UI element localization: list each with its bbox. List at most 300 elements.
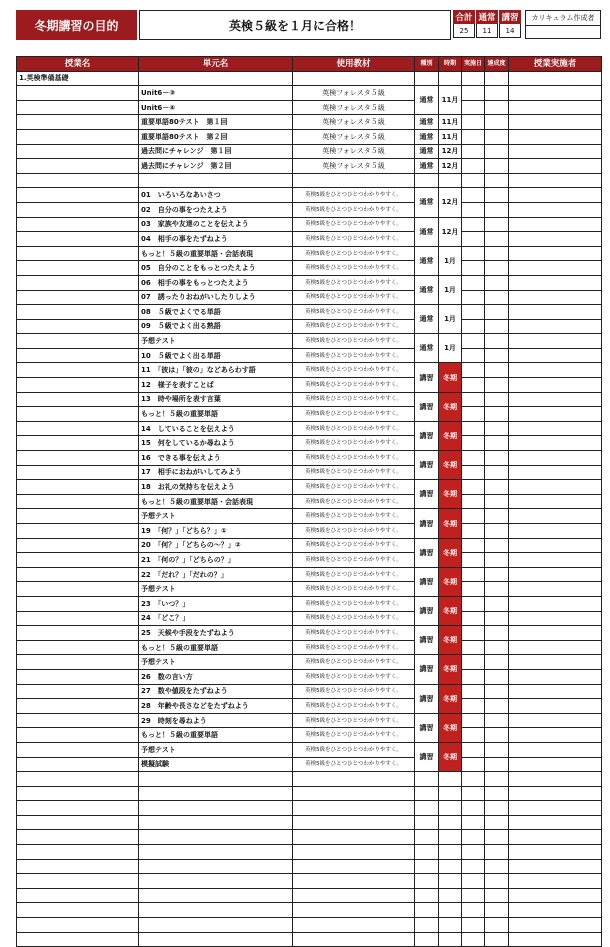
date-cell[interactable] [462, 494, 485, 509]
teacher-cell[interactable] [509, 509, 602, 524]
material-cell[interactable]: 英検5級をひとつひとつわかりやすく。 [293, 261, 415, 276]
unit-cell[interactable]: 予想テスト [139, 582, 293, 597]
material-cell[interactable]: 英検5級をひとつひとつわかりやすく。 [293, 494, 415, 509]
unit-cell[interactable] [139, 173, 293, 188]
course-cell[interactable] [17, 582, 139, 597]
teacher-cell[interactable] [509, 815, 602, 830]
done-cell[interactable] [485, 159, 509, 174]
teacher-cell[interactable] [509, 918, 602, 933]
kind-cell[interactable] [415, 772, 439, 787]
unit-cell[interactable]: Unit6－③ [139, 86, 293, 101]
teacher-cell[interactable] [509, 465, 602, 480]
unit-cell[interactable]: 06 相手の事をもっとつたえよう [139, 275, 293, 290]
date-cell[interactable] [462, 480, 485, 495]
material-cell[interactable] [293, 801, 415, 816]
course-cell[interactable] [17, 684, 139, 699]
kind-cell[interactable] [415, 786, 439, 801]
kind-cell[interactable]: 講習 [415, 363, 439, 392]
teacher-cell[interactable] [509, 801, 602, 816]
unit-cell[interactable]: 模擬試験 [139, 757, 293, 772]
unit-cell[interactable]: 重要単語80テスト 第１回 [139, 115, 293, 130]
time-cell[interactable]: 冬期 [439, 626, 462, 655]
teacher-cell[interactable] [509, 524, 602, 539]
course-cell[interactable] [17, 596, 139, 611]
done-cell[interactable] [485, 319, 509, 334]
unit-cell[interactable]: 27 数や値段をたずねよう [139, 684, 293, 699]
done-cell[interactable] [485, 188, 509, 203]
course-cell[interactable] [17, 232, 139, 247]
course-cell[interactable] [17, 319, 139, 334]
unit-cell[interactable]: 01 いろいろなあいさつ [139, 188, 293, 203]
teacher-cell[interactable] [509, 553, 602, 568]
time-cell[interactable]: 12月 [439, 159, 462, 174]
done-cell[interactable] [485, 217, 509, 232]
course-cell[interactable] [17, 363, 139, 378]
done-cell[interactable] [485, 290, 509, 305]
course-cell[interactable] [17, 699, 139, 714]
done-cell[interactable] [485, 407, 509, 422]
course-cell[interactable] [17, 305, 139, 320]
teacher-cell[interactable] [509, 188, 602, 203]
count-seasonal-value[interactable]: 14 [499, 24, 521, 38]
time-cell[interactable]: 冬期 [439, 684, 462, 713]
material-cell[interactable]: 英検5級をひとつひとつわかりやすく。 [293, 465, 415, 480]
date-cell[interactable] [462, 553, 485, 568]
unit-cell[interactable]: 03 家族や友達のことを伝えよう [139, 217, 293, 232]
date-cell[interactable] [462, 757, 485, 772]
done-cell[interactable] [485, 363, 509, 378]
course-cell[interactable] [17, 261, 139, 276]
time-cell[interactable] [439, 874, 462, 889]
kind-cell[interactable]: 講習 [415, 421, 439, 450]
course-cell[interactable] [17, 436, 139, 451]
date-cell[interactable] [462, 932, 485, 947]
kind-cell[interactable]: 通常 [415, 159, 439, 174]
done-cell[interactable] [485, 538, 509, 553]
unit-cell[interactable]: 25 天候や手段をたずねよう [139, 626, 293, 641]
time-cell[interactable] [439, 859, 462, 874]
course-cell[interactable] [17, 932, 139, 947]
teacher-cell[interactable] [509, 786, 602, 801]
unit-cell[interactable]: 16 できる事を伝えよう [139, 451, 293, 466]
material-cell[interactable]: 英検5級をひとつひとつわかりやすく。 [293, 713, 415, 728]
material-cell[interactable]: 英検5級をひとつひとつわかりやすく。 [293, 582, 415, 597]
teacher-cell[interactable] [509, 830, 602, 845]
date-cell[interactable] [462, 596, 485, 611]
done-cell[interactable] [485, 553, 509, 568]
course-cell[interactable] [17, 202, 139, 217]
date-cell[interactable] [462, 845, 485, 860]
date-cell[interactable] [462, 669, 485, 684]
course-cell[interactable] [17, 275, 139, 290]
material-cell[interactable]: 英検5級をひとつひとつわかりやすく。 [293, 305, 415, 320]
unit-cell[interactable]: 18 お礼の気持ちを伝えよう [139, 480, 293, 495]
time-cell[interactable] [439, 888, 462, 903]
date-cell[interactable] [462, 742, 485, 757]
kind-cell[interactable]: 通常 [415, 144, 439, 159]
time-cell[interactable]: 11月 [439, 115, 462, 130]
material-cell[interactable]: 英検5級をひとつひとつわかりやすく。 [293, 538, 415, 553]
date-cell[interactable] [462, 451, 485, 466]
course-cell[interactable] [17, 421, 139, 436]
date-cell[interactable] [462, 815, 485, 830]
material-cell[interactable] [293, 874, 415, 889]
time-cell[interactable]: 11月 [439, 86, 462, 115]
done-cell[interactable] [485, 378, 509, 393]
date-cell[interactable] [462, 786, 485, 801]
kind-cell[interactable] [415, 815, 439, 830]
date-cell[interactable] [462, 611, 485, 626]
course-cell[interactable] [17, 538, 139, 553]
material-cell[interactable]: 英検5級をひとつひとつわかりやすく。 [293, 451, 415, 466]
date-cell[interactable] [462, 159, 485, 174]
teacher-cell[interactable] [509, 261, 602, 276]
material-cell[interactable]: 英検5級をひとつひとつわかりやすく。 [293, 378, 415, 393]
done-cell[interactable] [485, 480, 509, 495]
course-cell[interactable] [17, 903, 139, 918]
unit-cell[interactable]: 04 相手の事をたずねよう [139, 232, 293, 247]
teacher-cell[interactable] [509, 305, 602, 320]
unit-cell[interactable] [139, 932, 293, 947]
date-cell[interactable] [462, 232, 485, 247]
date-cell[interactable] [462, 626, 485, 641]
course-cell[interactable] [17, 669, 139, 684]
unit-cell[interactable]: もっと！５級の重要単語 [139, 640, 293, 655]
course-cell[interactable] [17, 407, 139, 422]
teacher-cell[interactable] [509, 392, 602, 407]
course-cell[interactable] [17, 465, 139, 480]
teacher-cell[interactable] [509, 669, 602, 684]
done-cell[interactable] [485, 71, 509, 86]
material-cell[interactable] [293, 830, 415, 845]
teacher-cell[interactable] [509, 348, 602, 363]
done-cell[interactable] [485, 742, 509, 757]
time-cell[interactable]: 冬期 [439, 451, 462, 480]
teacher-cell[interactable] [509, 202, 602, 217]
course-cell[interactable] [17, 115, 139, 130]
teacher-cell[interactable] [509, 742, 602, 757]
kind-cell[interactable]: 通常 [415, 188, 439, 217]
done-cell[interactable] [485, 421, 509, 436]
course-cell[interactable] [17, 100, 139, 115]
date-cell[interactable] [462, 407, 485, 422]
material-cell[interactable]: 英検5級をひとつひとつわかりやすく。 [293, 217, 415, 232]
done-cell[interactable] [485, 699, 509, 714]
time-cell[interactable]: 1月 [439, 334, 462, 363]
material-cell[interactable]: 英検5級をひとつひとつわかりやすく。 [293, 684, 415, 699]
course-cell[interactable] [17, 553, 139, 568]
material-cell[interactable]: 英検5級をひとつひとつわかりやすく。 [293, 728, 415, 743]
course-cell[interactable] [17, 217, 139, 232]
material-cell[interactable] [293, 815, 415, 830]
date-cell[interactable] [462, 421, 485, 436]
date-cell[interactable] [462, 217, 485, 232]
done-cell[interactable] [485, 918, 509, 933]
time-cell[interactable]: 冬期 [439, 742, 462, 771]
material-cell[interactable]: 英検5級をひとつひとつわかりやすく。 [293, 202, 415, 217]
course-cell[interactable] [17, 845, 139, 860]
time-cell[interactable]: 冬期 [439, 538, 462, 567]
teacher-cell[interactable] [509, 363, 602, 378]
unit-cell[interactable] [139, 874, 293, 889]
date-cell[interactable] [462, 801, 485, 816]
done-cell[interactable] [485, 582, 509, 597]
course-cell[interactable] [17, 611, 139, 626]
course-cell[interactable] [17, 159, 139, 174]
done-cell[interactable] [485, 626, 509, 641]
unit-cell[interactable]: もっと！５級の重要単語・会話表現 [139, 494, 293, 509]
teacher-cell[interactable] [509, 655, 602, 670]
kind-cell[interactable] [415, 874, 439, 889]
unit-cell[interactable] [139, 845, 293, 860]
teacher-cell[interactable] [509, 173, 602, 188]
kind-cell[interactable]: 通常 [415, 246, 439, 275]
done-cell[interactable] [485, 772, 509, 787]
date-cell[interactable] [462, 71, 485, 86]
unit-cell[interactable] [139, 830, 293, 845]
kind-cell[interactable]: 通常 [415, 129, 439, 144]
course-cell[interactable] [17, 830, 139, 845]
teacher-cell[interactable] [509, 596, 602, 611]
time-cell[interactable]: 冬期 [439, 480, 462, 509]
date-cell[interactable] [462, 874, 485, 889]
material-cell[interactable]: 英検5級をひとつひとつわかりやすく。 [293, 509, 415, 524]
teacher-cell[interactable] [509, 232, 602, 247]
teacher-cell[interactable] [509, 772, 602, 787]
date-cell[interactable] [462, 261, 485, 276]
unit-cell[interactable]: もっと！５級の重要単語・会話表現 [139, 246, 293, 261]
kind-cell[interactable]: 講習 [415, 451, 439, 480]
material-cell[interactable]: 英検5級をひとつひとつわかりやすく。 [293, 626, 415, 641]
date-cell[interactable] [462, 888, 485, 903]
kind-cell[interactable]: 講習 [415, 392, 439, 421]
material-cell[interactable] [293, 888, 415, 903]
done-cell[interactable] [485, 786, 509, 801]
done-cell[interactable] [485, 757, 509, 772]
time-cell[interactable]: 12月 [439, 217, 462, 246]
date-cell[interactable] [462, 129, 485, 144]
unit-cell[interactable] [139, 71, 293, 86]
done-cell[interactable] [485, 202, 509, 217]
done-cell[interactable] [485, 232, 509, 247]
time-cell[interactable]: 冬期 [439, 655, 462, 684]
date-cell[interactable] [462, 290, 485, 305]
material-cell[interactable] [293, 71, 415, 86]
material-cell[interactable]: 英検フォレスタ５級 [293, 100, 415, 115]
material-cell[interactable]: 英検フォレスタ５級 [293, 115, 415, 130]
time-cell[interactable]: 冬期 [439, 567, 462, 596]
unit-cell[interactable] [139, 801, 293, 816]
teacher-cell[interactable] [509, 728, 602, 743]
material-cell[interactable] [293, 918, 415, 933]
done-cell[interactable] [485, 392, 509, 407]
teacher-cell[interactable] [509, 640, 602, 655]
unit-cell[interactable]: 21 「何の？」「どちらの？」 [139, 553, 293, 568]
material-cell[interactable]: 英検フォレスタ５級 [293, 159, 415, 174]
kind-cell[interactable]: 講習 [415, 596, 439, 625]
date-cell[interactable] [462, 918, 485, 933]
date-cell[interactable] [462, 378, 485, 393]
date-cell[interactable] [462, 538, 485, 553]
kind-cell[interactable]: 講習 [415, 655, 439, 684]
unit-cell[interactable]: 予想テスト [139, 742, 293, 757]
done-cell[interactable] [485, 845, 509, 860]
course-cell[interactable] [17, 348, 139, 363]
date-cell[interactable] [462, 100, 485, 115]
date-cell[interactable] [462, 392, 485, 407]
kind-cell[interactable]: 通常 [415, 86, 439, 115]
unit-cell[interactable] [139, 815, 293, 830]
time-cell[interactable] [439, 932, 462, 947]
teacher-cell[interactable] [509, 71, 602, 86]
time-cell[interactable] [439, 772, 462, 787]
teacher-cell[interactable] [509, 451, 602, 466]
teacher-cell[interactable] [509, 699, 602, 714]
date-cell[interactable] [462, 859, 485, 874]
kind-cell[interactable]: 通常 [415, 217, 439, 246]
unit-cell[interactable]: 11 「彼は」「彼の」などあらわす語 [139, 363, 293, 378]
course-cell[interactable] [17, 144, 139, 159]
teacher-cell[interactable] [509, 246, 602, 261]
material-cell[interactable]: 英検5級をひとつひとつわかりやすく。 [293, 669, 415, 684]
material-cell[interactable]: 英検5級をひとつひとつわかりやすく。 [293, 363, 415, 378]
date-cell[interactable] [462, 334, 485, 349]
material-cell[interactable]: 英検5級をひとつひとつわかりやすく。 [293, 596, 415, 611]
time-cell[interactable]: 1月 [439, 246, 462, 275]
unit-cell[interactable] [139, 772, 293, 787]
time-cell[interactable] [439, 786, 462, 801]
material-cell[interactable] [293, 903, 415, 918]
course-cell[interactable] [17, 772, 139, 787]
date-cell[interactable] [462, 903, 485, 918]
date-cell[interactable] [462, 830, 485, 845]
done-cell[interactable] [485, 640, 509, 655]
material-cell[interactable]: 英検5級をひとつひとつわかりやすく。 [293, 757, 415, 772]
course-cell[interactable] [17, 859, 139, 874]
time-cell[interactable] [439, 173, 462, 188]
time-cell[interactable] [439, 801, 462, 816]
teacher-cell[interactable] [509, 757, 602, 772]
kind-cell[interactable] [415, 903, 439, 918]
unit-cell[interactable]: 重要単語80テスト 第２回 [139, 129, 293, 144]
done-cell[interactable] [485, 888, 509, 903]
unit-cell[interactable] [139, 903, 293, 918]
date-cell[interactable] [462, 173, 485, 188]
material-cell[interactable]: 英検フォレスタ５級 [293, 86, 415, 101]
course-cell[interactable] [17, 86, 139, 101]
done-cell[interactable] [485, 815, 509, 830]
done-cell[interactable] [485, 524, 509, 539]
kind-cell[interactable]: 講習 [415, 480, 439, 509]
time-cell[interactable]: 1月 [439, 275, 462, 304]
time-cell[interactable]: 12月 [439, 188, 462, 217]
material-cell[interactable]: 英検5級をひとつひとつわかりやすく。 [293, 436, 415, 451]
kind-cell[interactable]: 講習 [415, 684, 439, 713]
date-cell[interactable] [462, 436, 485, 451]
kind-cell[interactable] [415, 173, 439, 188]
teacher-cell[interactable] [509, 100, 602, 115]
teacher-cell[interactable] [509, 436, 602, 451]
done-cell[interactable] [485, 494, 509, 509]
material-cell[interactable]: 英検5級をひとつひとつわかりやすく。 [293, 348, 415, 363]
course-cell[interactable] [17, 640, 139, 655]
unit-cell[interactable]: 13 時や場所を表す言葉 [139, 392, 293, 407]
unit-cell[interactable]: 22 「だれ？」「だれの？」 [139, 567, 293, 582]
done-cell[interactable] [485, 932, 509, 947]
done-cell[interactable] [485, 115, 509, 130]
teacher-cell[interactable] [509, 421, 602, 436]
course-cell[interactable] [17, 334, 139, 349]
material-cell[interactable]: 英検5級をひとつひとつわかりやすく。 [293, 392, 415, 407]
course-cell[interactable] [17, 451, 139, 466]
course-cell[interactable] [17, 757, 139, 772]
author-field[interactable] [525, 25, 601, 39]
date-cell[interactable] [462, 202, 485, 217]
teacher-cell[interactable] [509, 845, 602, 860]
teacher-cell[interactable] [509, 538, 602, 553]
done-cell[interactable] [485, 451, 509, 466]
unit-cell[interactable]: 24 「どこ？」 [139, 611, 293, 626]
teacher-cell[interactable] [509, 144, 602, 159]
course-cell[interactable] [17, 509, 139, 524]
unit-cell[interactable]: 28 年齢や長さなどをたずねよう [139, 699, 293, 714]
course-cell[interactable] [17, 378, 139, 393]
time-cell[interactable]: 冬期 [439, 713, 462, 742]
material-cell[interactable]: 英検5級をひとつひとつわかりやすく。 [293, 655, 415, 670]
unit-cell[interactable]: 29 時刻を尋ねよう [139, 713, 293, 728]
time-cell[interactable]: 冬期 [439, 363, 462, 392]
material-cell[interactable]: 英検5級をひとつひとつわかりやすく。 [293, 480, 415, 495]
course-cell[interactable] [17, 290, 139, 305]
unit-cell[interactable]: 過去問にチャレンジ 第１回 [139, 144, 293, 159]
course-cell[interactable] [17, 524, 139, 539]
unit-cell[interactable]: 09 ５級でよく出る熟語 [139, 319, 293, 334]
done-cell[interactable] [485, 509, 509, 524]
material-cell[interactable]: 英検5級をひとつひとつわかりやすく。 [293, 611, 415, 626]
unit-cell[interactable]: もっと！５級の重要単語 [139, 407, 293, 422]
done-cell[interactable] [485, 669, 509, 684]
material-cell[interactable]: 英検5級をひとつひとつわかりやすく。 [293, 699, 415, 714]
time-cell[interactable] [439, 903, 462, 918]
teacher-cell[interactable] [509, 684, 602, 699]
teacher-cell[interactable] [509, 115, 602, 130]
unit-cell[interactable]: 10 ５級でよく出る単語 [139, 348, 293, 363]
kind-cell[interactable] [415, 888, 439, 903]
date-cell[interactable] [462, 582, 485, 597]
kind-cell[interactable] [415, 830, 439, 845]
count-regular-value[interactable]: 11 [476, 24, 498, 38]
teacher-cell[interactable] [509, 713, 602, 728]
date-cell[interactable] [462, 363, 485, 378]
unit-cell[interactable] [139, 918, 293, 933]
teacher-cell[interactable] [509, 582, 602, 597]
material-cell[interactable] [293, 786, 415, 801]
teacher-cell[interactable] [509, 859, 602, 874]
teacher-cell[interactable] [509, 129, 602, 144]
done-cell[interactable] [485, 684, 509, 699]
course-cell[interactable]: 1.英検準備基礎 [17, 71, 139, 86]
kind-cell[interactable]: 講習 [415, 626, 439, 655]
date-cell[interactable] [462, 728, 485, 743]
course-cell[interactable] [17, 801, 139, 816]
date-cell[interactable] [462, 305, 485, 320]
time-cell[interactable]: 12月 [439, 144, 462, 159]
kind-cell[interactable]: 講習 [415, 567, 439, 596]
course-cell[interactable] [17, 188, 139, 203]
date-cell[interactable] [462, 144, 485, 159]
unit-cell[interactable]: 26 数の言い方 [139, 669, 293, 684]
done-cell[interactable] [485, 173, 509, 188]
